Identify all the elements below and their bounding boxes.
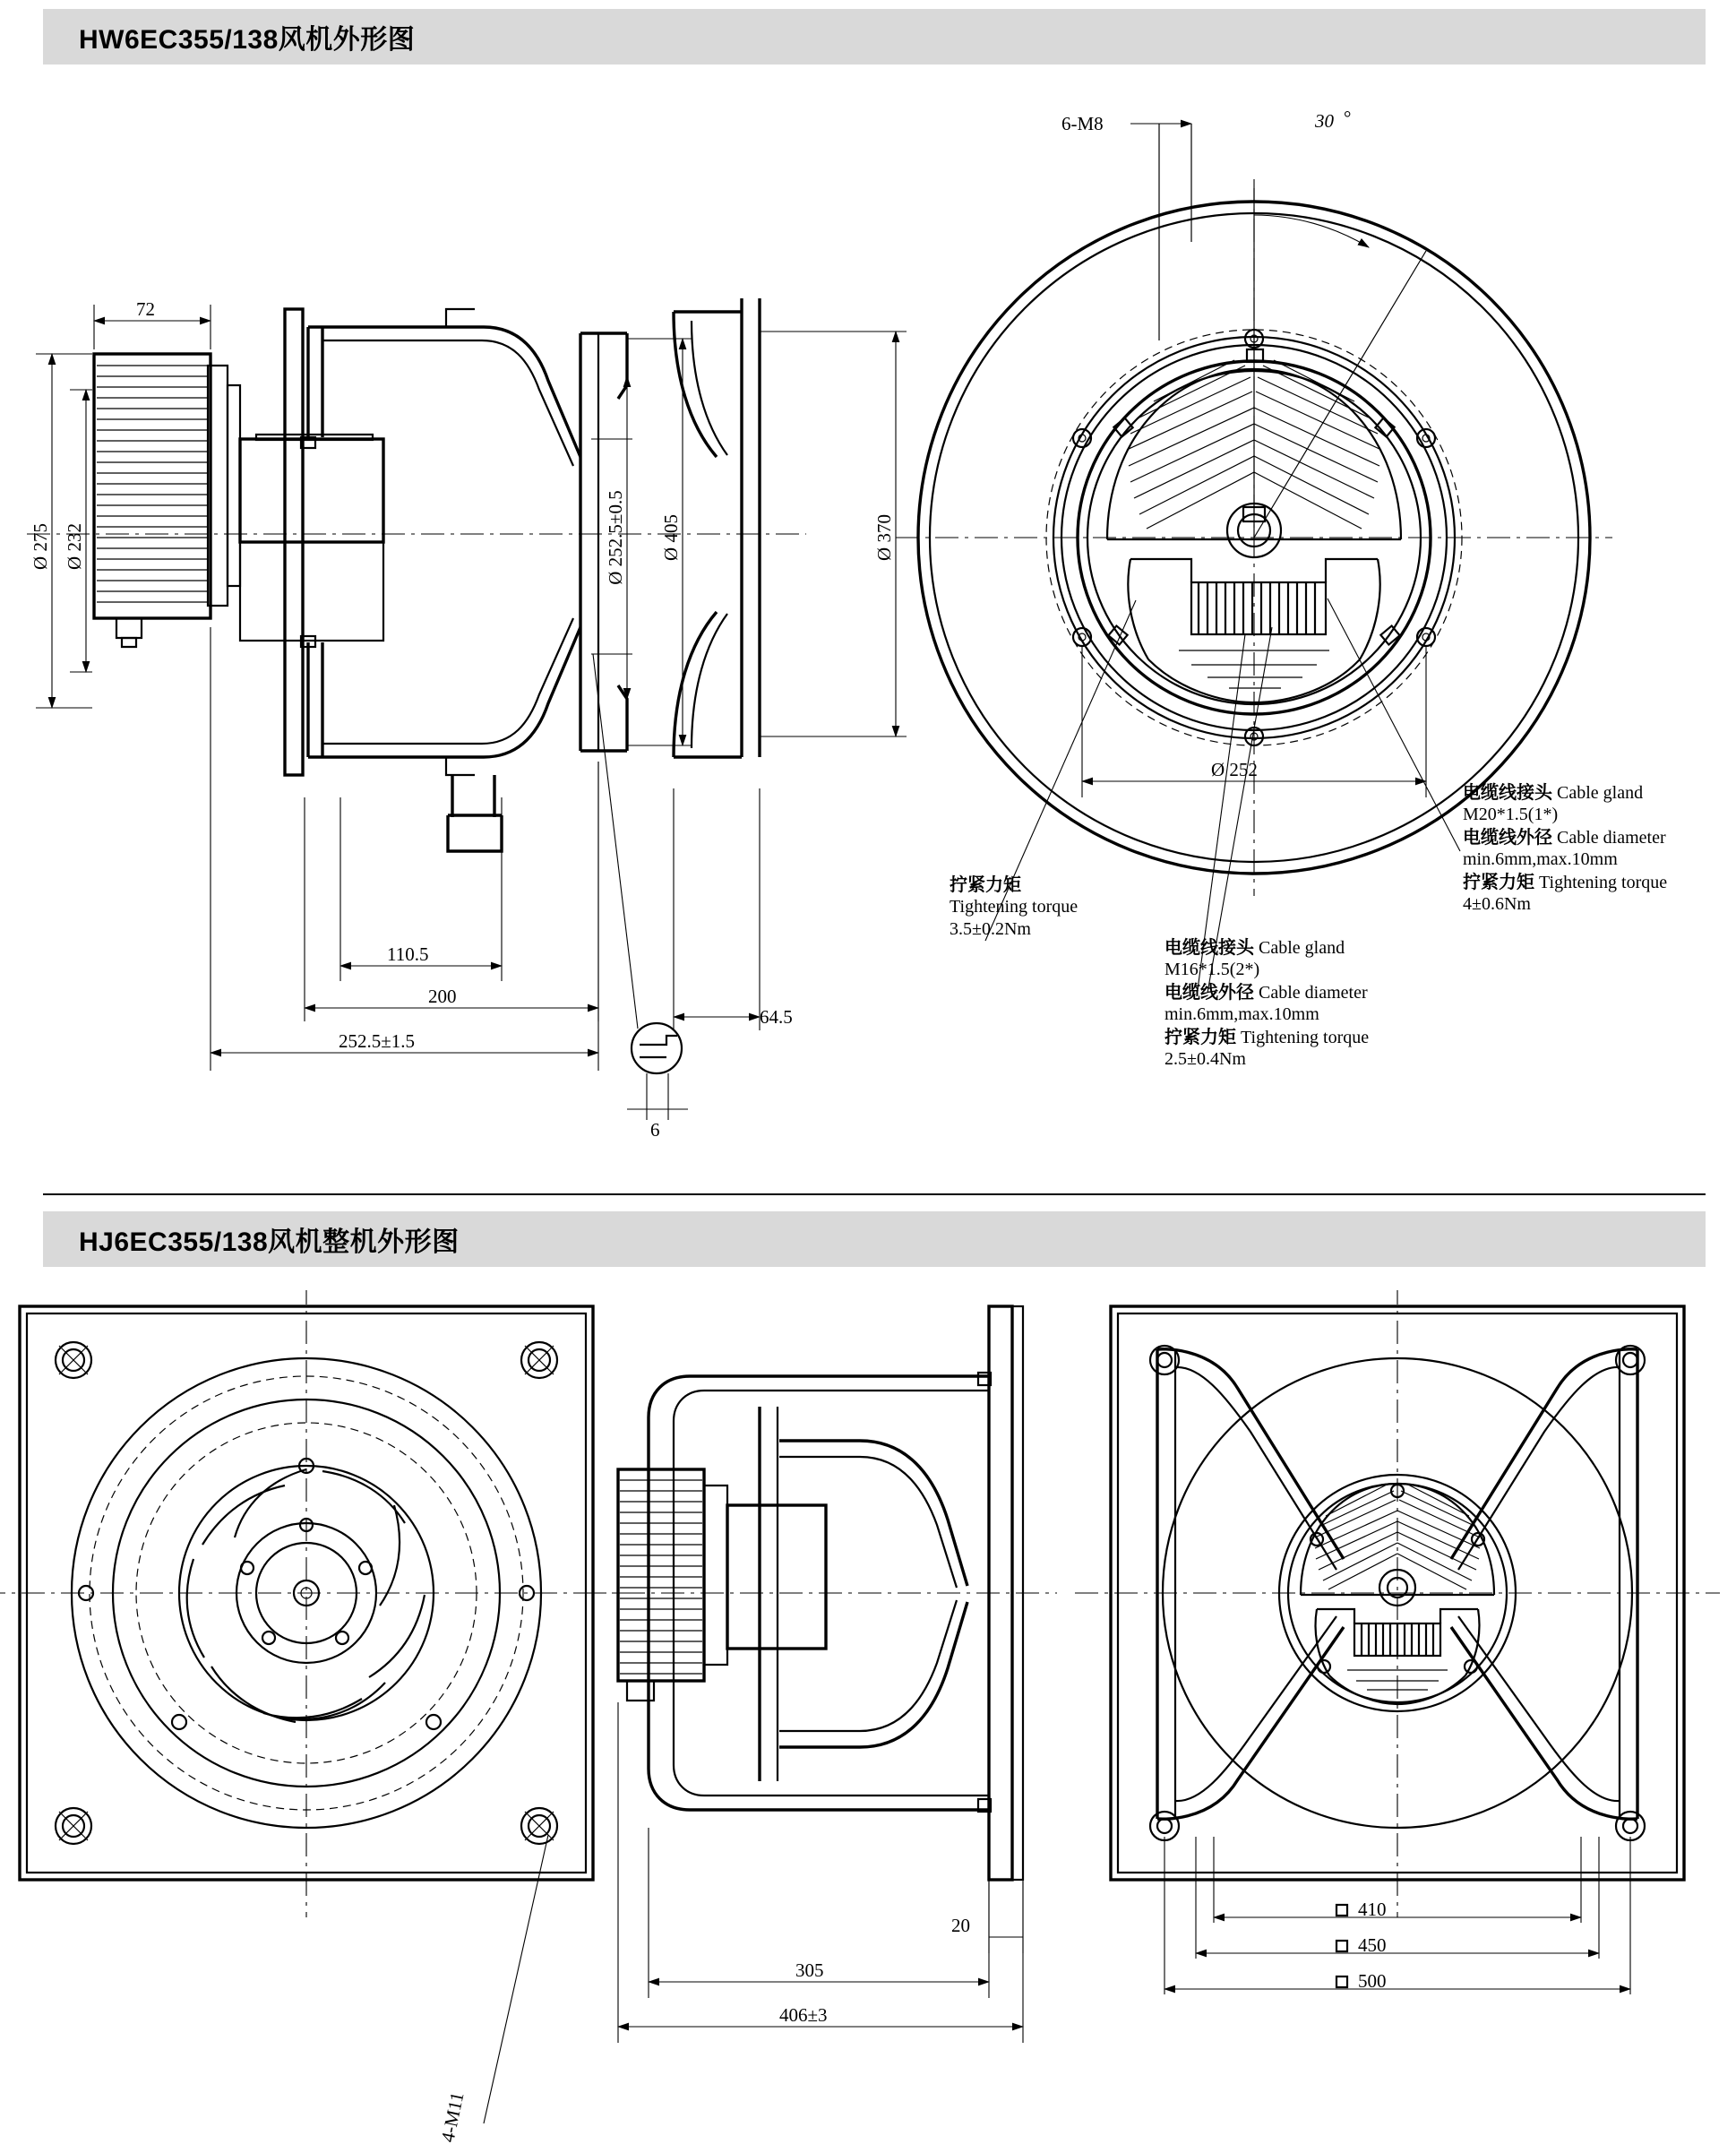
svg-text:6: 6 (650, 1119, 660, 1141)
hw6ec355-outline-drawing (0, 81, 1736, 1183)
svg-text:410: 410 (1358, 1899, 1387, 1920)
section-divider (43, 1193, 1706, 1195)
annot-cn-gland20: 电缆线接头 (1463, 781, 1552, 803)
assembly-side-view (582, 1306, 1057, 1880)
section-title-1: HW6EC355/138风机外形图 (79, 25, 416, 55)
annot-cn-torque16: 拧紧力矩 (1164, 1025, 1236, 1047)
annot-en-dia20: Cable diameter (1557, 827, 1666, 848)
svg-text:Ø 252.5±0.5: Ø 252.5±0.5 (605, 490, 626, 585)
annot-en-dia16: Cable diameter (1259, 982, 1368, 1003)
annotation-cable-gland-m20 (1463, 781, 1667, 915)
annot-en-torque16: Tightening torque (1241, 1027, 1370, 1047)
section-header-hj6ec355 (43, 1211, 1706, 1267)
section-header-hw6ec355 (43, 9, 1706, 65)
svg-text:30: 30 (1315, 110, 1334, 132)
annot-cn-dia20: 电缆线外径 (1463, 825, 1552, 848)
svg-text:4-M11: 4-M11 (436, 2089, 468, 2145)
callout-4-m11 (436, 1835, 548, 2144)
svg-text:72: 72 (136, 298, 155, 320)
impeller-profile-side-view (285, 309, 627, 851)
annot-en-1: Tightening torque (950, 897, 1079, 917)
section-title-2: HJ6EC355/138风机整机外形图 (79, 1227, 460, 1257)
svg-text:200: 200 (428, 986, 457, 1007)
annot-en-m16size: M16*1.5(2*) (1164, 960, 1260, 980)
svg-text:20: 20 (951, 1915, 970, 1936)
callout-30-deg (1254, 107, 1426, 538)
assembly-rear-view (1075, 1290, 1720, 1917)
annot-cn-1: 拧紧力矩 (950, 874, 1021, 895)
dim-64-5 (674, 788, 793, 1030)
svg-text:Ø 370: Ø 370 (873, 514, 895, 561)
annot-en-dia16range: min.6mm,max.10mm (1164, 1004, 1319, 1025)
annot-cn-torque20: 拧紧力矩 (1463, 870, 1534, 892)
svg-text:°: ° (1344, 107, 1352, 128)
assembly-front-view (0, 1290, 645, 1917)
svg-text:Ø 275: Ø 275 (30, 523, 51, 570)
svg-text:450: 450 (1358, 1934, 1387, 1956)
annot-en-gland16: Cable gland (1259, 938, 1345, 958)
dim-dia-232 (64, 390, 92, 672)
annot-cn-dia16: 电缆线外径 (1164, 980, 1254, 1003)
annot-en-dia20range: min.6mm,max.10mm (1463, 849, 1618, 870)
svg-text:252.5±1.5: 252.5±1.5 (339, 1030, 416, 1052)
svg-text:6-M8: 6-M8 (1061, 113, 1104, 134)
annot-en-torque20: Tightening torque (1539, 872, 1668, 892)
svg-text:Ø 405: Ø 405 (660, 514, 682, 561)
dim-20 (951, 1882, 1023, 1953)
dim-406 (618, 1702, 1023, 2043)
annot-en-torque20val: 4±0.6Nm (1463, 893, 1531, 914)
svg-text:110.5: 110.5 (387, 943, 429, 965)
svg-text:305: 305 (795, 1959, 824, 1981)
inlet-ring-section-view (674, 298, 760, 757)
hub-housing-side-view (240, 435, 383, 641)
annot-en-m20size: M20*1.5(1*) (1463, 805, 1559, 825)
dim-305 (649, 1828, 989, 1998)
annot-en-gland20: Cable gland (1557, 783, 1644, 803)
annotation-tightening-torque-left (950, 874, 1078, 940)
svg-text:406±3: 406±3 (779, 2004, 828, 2026)
hj6ec355-assembly-drawing (0, 1290, 1736, 2150)
svg-text:Ø 232: Ø 232 (64, 523, 85, 570)
dim-72 (94, 298, 211, 349)
motor-body-side-view (94, 354, 240, 647)
annotation-cable-gland-m16 (1164, 936, 1369, 1070)
svg-text:Ø 252: Ø 252 (1211, 759, 1258, 780)
annot-en-torque16val: 2.5±0.4Nm (1164, 1048, 1246, 1069)
annot-en-2: 3.5±0.2Nm (950, 918, 1031, 939)
svg-text:500: 500 (1358, 1970, 1387, 1992)
annot-cn-gland16: 电缆线接头 (1164, 936, 1254, 958)
svg-text:64.5: 64.5 (760, 1006, 793, 1028)
dim-110-5 (340, 797, 502, 981)
